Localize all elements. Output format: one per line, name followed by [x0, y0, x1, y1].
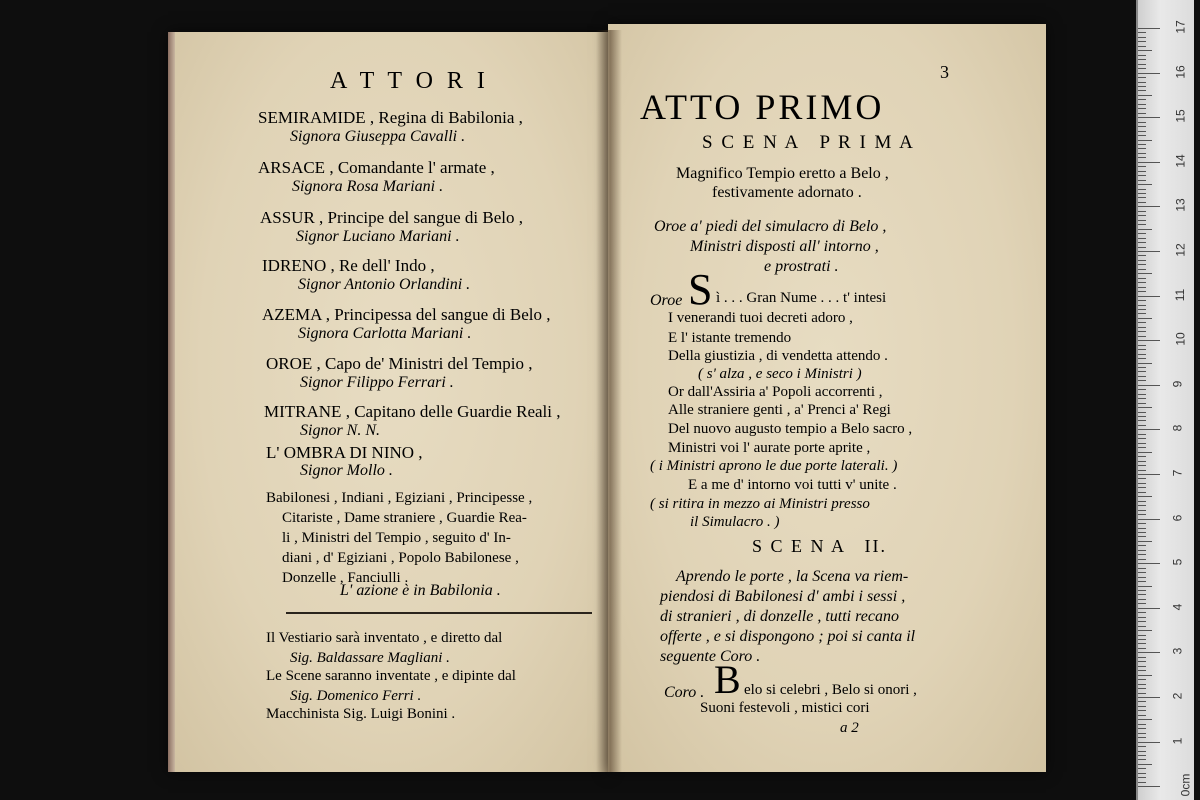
- ruler-tick: [1138, 737, 1146, 738]
- chorus-line: Donzelle , Fanciulli .: [282, 570, 409, 586]
- ruler-tick: [1138, 487, 1146, 488]
- ruler-tick: [1138, 117, 1160, 118]
- ruler-tick: [1138, 126, 1146, 127]
- ruler-tick: [1138, 532, 1146, 533]
- drop-cap: B: [714, 657, 741, 702]
- ruler-tick: [1138, 639, 1146, 640]
- speaker-name: Oroe: [650, 292, 683, 309]
- stage-direction: e prostrati .: [764, 258, 839, 275]
- ruler-tick: [1138, 345, 1146, 346]
- ruler-tick: [1138, 206, 1160, 207]
- ruler-number: 6: [1170, 514, 1185, 521]
- scene-desc: festivamente adornato .: [712, 184, 862, 201]
- cast-role: MITRANE , Capitano delle Guardie Reali ,: [264, 402, 561, 421]
- ruler-tick: [1138, 407, 1152, 408]
- ruler-tick: [1138, 95, 1152, 96]
- ruler-tick: [1138, 251, 1160, 252]
- ruler-tick: [1138, 273, 1152, 274]
- ruler-tick: [1138, 572, 1146, 573]
- ruler-tick: [1138, 603, 1146, 604]
- ruler-tick: [1138, 108, 1146, 109]
- ruler-tick: [1138, 786, 1160, 787]
- ruler-tick: [1138, 528, 1146, 529]
- ruler-tick: [1138, 420, 1146, 421]
- verse-line: il Simulacro . ): [690, 514, 780, 530]
- ruler-tick: [1138, 425, 1146, 426]
- ruler-tick: [1138, 135, 1146, 136]
- ruler-tick: [1138, 77, 1146, 78]
- ruler-tick: [1138, 412, 1146, 413]
- verse-line: ì . . . Gran Nume . . . t' intesi: [716, 290, 887, 306]
- scene2-desc: Aprendo le porte , la Scena va riem-: [676, 568, 909, 585]
- ruler-tick: [1138, 590, 1146, 591]
- ruler-tick: [1138, 447, 1146, 448]
- cast-role: ASSUR , Principe del sangue di Belo ,: [260, 208, 524, 227]
- ruler-tick: [1138, 162, 1160, 163]
- credit-line: Sig. Baldassare Magliani .: [290, 650, 450, 666]
- ruler-tick: [1138, 113, 1146, 114]
- scene2-desc: di stranieri , di donzelle , tutti recano: [660, 608, 899, 625]
- ruler-tick: [1138, 452, 1152, 453]
- ruler-tick: [1138, 296, 1160, 297]
- ruler-tick: [1138, 706, 1146, 707]
- ruler-tick: [1138, 777, 1146, 778]
- ruler-tick: [1138, 255, 1146, 256]
- ruler-tick: [1138, 189, 1146, 190]
- ruler-tick: [1138, 211, 1146, 212]
- ruler-tick: [1138, 331, 1146, 332]
- ruler-tick: [1138, 287, 1146, 288]
- verse-line: E l' istante tremendo: [668, 330, 792, 346]
- cast-actor: Signor Luciano Mariani .: [296, 228, 460, 245]
- page-number: 3: [940, 62, 949, 82]
- ruler-tick: [1138, 768, 1146, 769]
- ruler-tick: [1138, 461, 1146, 462]
- speaker-name: Coro .: [664, 684, 705, 701]
- ruler-tick: [1138, 492, 1146, 493]
- ruler-tick: [1138, 764, 1152, 765]
- cast-role: AZEMA , Principessa del sangue di Belo ,: [262, 305, 551, 324]
- ruler-tick: [1138, 568, 1146, 569]
- ruler-tick: [1138, 313, 1146, 314]
- scene2-desc: offerte , e si dispongono ; poi si canta il: [660, 628, 916, 645]
- ruler-tick: [1138, 247, 1146, 248]
- ruler-tick: [1138, 184, 1152, 185]
- ruler-tick: [1138, 701, 1146, 702]
- ruler-tick: [1138, 657, 1146, 658]
- ruler-tick: [1138, 148, 1146, 149]
- cast-role: ARSACE , Comandante l' armate ,: [258, 158, 495, 177]
- ruler-tick: [1138, 728, 1146, 729]
- divider-rule: [286, 612, 592, 614]
- ruler-number: 0cm: [1178, 773, 1193, 797]
- ruler-tick: [1138, 626, 1146, 627]
- act-title: ATTO PRIMO: [640, 87, 885, 127]
- ruler-tick: [1138, 260, 1146, 261]
- ruler-tick: [1138, 594, 1146, 595]
- ruler-tick: [1138, 202, 1146, 203]
- stage-direction: Ministri disposti all' intorno ,: [690, 238, 879, 255]
- cast-actor: Signora Giuseppa Cavalli .: [290, 128, 466, 145]
- ruler-tick: [1138, 684, 1146, 685]
- ruler-tick: [1138, 367, 1146, 368]
- credit-line: Sig. Domenico Ferri .: [290, 688, 422, 704]
- ruler-tick: [1138, 733, 1146, 734]
- ruler-number: 10: [1173, 332, 1188, 346]
- ruler-tick: [1138, 759, 1146, 760]
- ruler-tick: [1138, 599, 1146, 600]
- measuring-ruler: [1136, 0, 1194, 800]
- ruler-tick: [1138, 28, 1160, 29]
- ruler-tick: [1138, 742, 1160, 743]
- ruler-tick: [1138, 59, 1146, 60]
- ruler-tick: [1138, 577, 1146, 578]
- ruler-tick: [1138, 688, 1146, 689]
- cast-actor: Signora Rosa Mariani .: [292, 178, 444, 195]
- ruler-tick: [1138, 456, 1146, 457]
- ruler-tick: [1138, 541, 1152, 542]
- ruler-tick: [1138, 586, 1152, 587]
- chorus-line: li , Ministri del Tempio , seguito d' In-: [282, 530, 511, 546]
- ruler-tick: [1138, 505, 1146, 506]
- ruler-tick: [1138, 73, 1160, 74]
- credit-line: Il Vestiario sarà inventato , e diretto dal: [266, 630, 503, 646]
- ruler-tick: [1138, 233, 1146, 234]
- ruler-tick: [1138, 514, 1146, 515]
- verse-line: I venerandi tuoi decreti adoro ,: [668, 310, 853, 326]
- ruler-tick: [1138, 755, 1146, 756]
- ruler-tick: [1138, 327, 1146, 328]
- ruler-tick: [1138, 478, 1146, 479]
- ruler-tick: [1138, 238, 1146, 239]
- ruler-tick: [1138, 269, 1146, 270]
- ruler-tick: [1138, 679, 1146, 680]
- ruler-tick: [1138, 322, 1146, 323]
- ruler-tick: [1138, 157, 1146, 158]
- ruler-tick: [1138, 501, 1146, 502]
- ruler-number: 13: [1173, 198, 1188, 213]
- book-gutter: [596, 30, 622, 772]
- ruler-tick: [1138, 416, 1146, 417]
- ruler-tick: [1138, 82, 1146, 83]
- verse-line: Del nuovo augusto tempio a Belo sacro ,: [668, 421, 913, 437]
- ruler-tick: [1138, 643, 1146, 644]
- ruler-number: 14: [1173, 154, 1188, 168]
- ruler-tick: [1138, 220, 1146, 221]
- ruler-tick: [1138, 41, 1146, 42]
- ruler-tick: [1138, 340, 1160, 341]
- scene2-title: S C E N A II.: [752, 536, 888, 556]
- verse-line: Suoni festevoli , mistici cori: [700, 700, 870, 716]
- credit-line: Le Scene saranno inventate , e dipinte dal: [266, 668, 516, 684]
- scene2-desc: seguente Coro .: [660, 648, 761, 665]
- ruler-tick: [1138, 122, 1146, 123]
- ruler-tick: [1138, 554, 1146, 555]
- ruler-tick: [1138, 719, 1152, 720]
- ruler-tick: [1138, 670, 1146, 671]
- ruler-tick: [1138, 465, 1146, 466]
- ruler-number: 5: [1170, 558, 1185, 566]
- ruler-tick: [1138, 545, 1146, 546]
- signature-mark: a 2: [840, 720, 859, 736]
- ruler-tick: [1138, 309, 1146, 310]
- ruler-tick: [1138, 242, 1146, 243]
- ruler-tick: [1138, 32, 1146, 33]
- ruler-tick: [1138, 773, 1146, 774]
- ruler-tick: [1138, 380, 1146, 381]
- scene-desc: Magnifico Tempio eretto a Belo ,: [676, 165, 889, 182]
- cast-heading: A T T O R I: [330, 68, 489, 94]
- ruler-tick: [1138, 140, 1152, 141]
- verse-line: elo si celebri , Belo si onori ,: [744, 682, 917, 698]
- ruler-tick: [1138, 363, 1152, 364]
- verse-line: ( si ritira in mezzo ai Ministri presso: [650, 496, 870, 512]
- cast-role: IDRENO , Re dell' Indo ,: [262, 256, 435, 275]
- cast-role: L' OMBRA DI NINO ,: [266, 443, 423, 462]
- cast-actor: Signor Antonio Orlandini .: [298, 276, 471, 293]
- ruler-tick: [1138, 354, 1146, 355]
- ruler-tick: [1138, 64, 1146, 65]
- chorus-line: diani , d' Egiziani , Popolo Babilonese ,: [282, 550, 519, 566]
- ruler-tick: [1138, 180, 1146, 181]
- ruler-tick: [1138, 693, 1146, 694]
- ruler-number: 16: [1173, 64, 1188, 79]
- ruler-tick: [1138, 563, 1160, 564]
- ruler-number: 1: [1170, 737, 1185, 744]
- ruler-tick: [1138, 37, 1146, 38]
- ruler-tick: [1138, 131, 1146, 132]
- ruler-tick: [1138, 550, 1146, 551]
- verse-line: E a me d' intorno voi tutti v' unite .: [688, 477, 897, 493]
- cast-actor: Signor N. N.: [300, 422, 381, 439]
- drop-cap: S: [688, 265, 713, 314]
- ruler-tick: [1138, 536, 1146, 537]
- ruler-tick: [1138, 612, 1146, 613]
- ruler-tick: [1138, 229, 1152, 230]
- ruler-tick: [1138, 197, 1146, 198]
- scene-title: S C E N A P R I M A: [702, 132, 915, 153]
- ruler-tick: [1138, 474, 1160, 475]
- ruler-tick: [1138, 166, 1146, 167]
- ruler-tick: [1138, 621, 1146, 622]
- ruler-tick: [1138, 153, 1146, 154]
- ruler-tick: [1138, 630, 1152, 631]
- verse-line: Della giustizia , di vendetta attendo .: [668, 348, 888, 364]
- ruler-number: 11: [1173, 288, 1188, 301]
- ruler-tick: [1138, 336, 1146, 337]
- ruler-tick: [1138, 398, 1146, 399]
- ruler-number: 8: [1170, 425, 1185, 432]
- ruler-tick: [1138, 215, 1146, 216]
- verse-line: Or dall'Assiria a' Popoli accorrenti ,: [668, 384, 883, 400]
- ruler-tick: [1138, 661, 1146, 662]
- verse-line: Ministri voi l' aurate porte aprite ,: [668, 440, 871, 456]
- ruler-tick: [1138, 264, 1146, 265]
- ruler-tick: [1138, 470, 1146, 471]
- ruler-number: 4: [1170, 603, 1185, 611]
- cast-role: SEMIRAMIDE , Regina di Babilonia ,: [258, 108, 523, 127]
- ruler-tick: [1138, 675, 1152, 676]
- ruler-tick: [1138, 434, 1146, 435]
- ruler-tick: [1138, 394, 1146, 395]
- ruler-tick: [1138, 46, 1146, 47]
- verse-line: ( i Ministri aprono le due porte laterali. ): [650, 458, 898, 474]
- ruler-tick: [1138, 300, 1146, 301]
- ruler-tick: [1138, 746, 1146, 747]
- ruler-tick: [1138, 715, 1146, 716]
- stage-direction: Oroe a' piedi del simulacro di Belo ,: [654, 218, 887, 235]
- ruler-tick: [1138, 443, 1146, 444]
- ruler-tick: [1138, 224, 1146, 225]
- ruler-tick: [1138, 385, 1160, 386]
- ruler-tick: [1138, 193, 1146, 194]
- ruler-tick: [1138, 608, 1160, 609]
- ruler-tick: [1138, 99, 1146, 100]
- ruler-tick: [1138, 278, 1146, 279]
- ruler-tick: [1138, 376, 1146, 377]
- ruler-number: 9: [1170, 380, 1185, 388]
- credit-line: Macchinista Sig. Luigi Bonini .: [266, 706, 456, 722]
- ruler-number: 2: [1170, 692, 1185, 700]
- ruler-tick: [1138, 55, 1146, 56]
- ruler-tick: [1138, 389, 1146, 390]
- ruler-tick: [1138, 358, 1146, 359]
- ruler-tick: [1138, 104, 1146, 105]
- ruler-tick: [1138, 429, 1160, 430]
- setting-line: L' azione è in Babilonia .: [340, 582, 501, 599]
- ruler-tick: [1138, 617, 1146, 618]
- ruler-tick: [1138, 510, 1146, 511]
- ruler-number: 3: [1170, 648, 1185, 655]
- ruler-tick: [1138, 291, 1146, 292]
- ruler-tick: [1138, 648, 1146, 649]
- ruler-tick: [1138, 710, 1146, 711]
- scene2-desc: piendosi di Babilonesi d' ambi i sessi ,: [660, 588, 906, 605]
- chorus-line: Citariste , Dame straniere , Guardie Rea-: [282, 510, 527, 526]
- verse-line: Alle straniere genti , a' Prenci a' Regi: [668, 402, 891, 418]
- ruler-tick: [1138, 144, 1146, 145]
- ruler-tick: [1138, 782, 1146, 783]
- ruler-tick: [1138, 171, 1146, 172]
- ruler-tick: [1138, 483, 1146, 484]
- ruler-number: 7: [1170, 469, 1185, 477]
- ruler-tick: [1138, 635, 1146, 636]
- cast-role: OROE , Capo de' Ministri del Tempio ,: [266, 354, 533, 373]
- ruler-tick: [1138, 496, 1152, 497]
- ruler-tick: [1138, 581, 1146, 582]
- chorus-line: Babilonesi , Indiani , Egiziani , Principesse ,: [266, 490, 533, 506]
- ruler-tick: [1138, 751, 1146, 752]
- ruler-tick: [1138, 438, 1146, 439]
- ruler-tick: [1138, 282, 1146, 283]
- ruler-tick: [1138, 371, 1146, 372]
- ruler-tick: [1138, 68, 1146, 69]
- ruler-tick: [1138, 724, 1146, 725]
- ruler-number: 12: [1173, 243, 1188, 257]
- ruler-tick: [1138, 523, 1146, 524]
- ruler-tick: [1138, 697, 1160, 698]
- ruler-tick: [1138, 90, 1146, 91]
- ruler-tick: [1138, 175, 1146, 176]
- ruler-tick: [1138, 50, 1152, 51]
- ruler-tick: [1138, 666, 1146, 667]
- ruler-tick: [1138, 519, 1160, 520]
- ruler-number: 17: [1173, 20, 1188, 34]
- verse-line: ( s' alza , e seco i Ministri ): [698, 366, 862, 382]
- ruler-tick: [1138, 305, 1146, 306]
- cast-actor: Signor Mollo .: [300, 462, 393, 479]
- cast-actor: Signora Carlotta Mariani .: [298, 325, 472, 342]
- ruler-tick: [1138, 349, 1146, 350]
- ruler-tick: [1138, 403, 1146, 404]
- ruler-tick: [1138, 559, 1146, 560]
- ruler-tick: [1138, 86, 1146, 87]
- ruler-number: 15: [1173, 109, 1188, 123]
- ruler-tick: [1138, 652, 1160, 653]
- ruler-tick: [1138, 318, 1152, 319]
- cast-actor: Signor Filippo Ferrari .: [300, 374, 454, 391]
